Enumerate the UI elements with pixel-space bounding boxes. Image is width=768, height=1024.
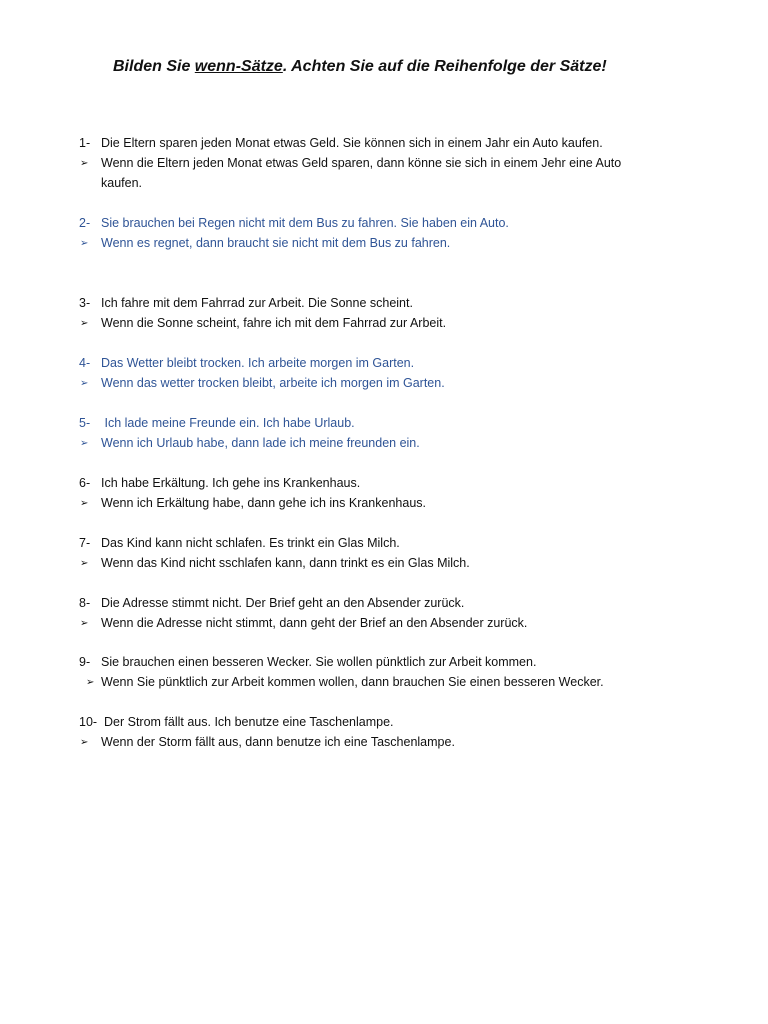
answer-text: Wenn ich Urlaub habe, dann lade ich meine freunden ein. [101,436,420,450]
prompt-line [79,712,679,732]
answer-text: Wenn die Sonne scheint, fahre ich mit dem Fahrrad zur Arbeit. [101,316,447,330]
arrow-bullet-icon: ➢ [80,737,89,748]
item-number: 8- [79,596,91,610]
item-number: 7- [79,536,91,550]
arrow-bullet-icon: ➢ [80,378,89,389]
arrow-bullet-icon: ➢ [80,558,89,569]
prompt-line [79,652,679,672]
arrow-bullet-icon: ➢ [80,618,89,629]
answer-line [79,493,679,513]
prompt-line [79,473,679,493]
answer-line [79,613,679,633]
answer-text: Wenn ich Erkältung habe, dann gehe ich ins Krankenhaus. [101,496,426,510]
item-number: 2- [79,216,91,230]
answer-text: Wenn die Adresse nicht stimmt, dann geht der Brief an den Absender zurück. [101,616,528,630]
prompt-text: Die Eltern sparen jeden Monat etwas Geld. Sie können sich in einem Jahr ein Auto kaufen. [101,136,603,150]
prompt-text: Ich habe Erkältung. Ich gehe ins Krankenhaus. [101,476,361,490]
answer-text: Wenn das wetter trocken bleibt, arbeite ich morgen im Garten. [101,376,445,390]
exercise-item-9 [79,652,679,692]
exercise-item-5 [79,413,679,453]
item-number: 6- [79,476,91,490]
answer-line [79,732,679,752]
answer-text: Wenn die Eltern jeden Monat etwas Geld sparen, dann könne sie sich in einem Jehr eine Auto kaufen. [101,156,622,190]
item-number: 1- [79,136,91,150]
prompt-text: Das Kind kann nicht schlafen. Es trinkt ein Glas Milch. [101,536,400,550]
answer-text: Wenn Sie pünktlich zur Arbeit kommen wollen, dann brauchen Sie einen besseren Wecker. [101,675,604,689]
answer-line [79,373,679,393]
prompt-text: Das Wetter bleibt trocken. Ich arbeite morgen im Garten. [101,356,415,370]
exercise-item-1 [79,133,679,193]
answer-line [79,153,641,193]
item-number: 9- [79,655,91,669]
exercise-item-4 [79,353,679,393]
prompt-line [79,413,679,433]
answer-line [79,553,679,573]
exercise-item-6 [79,473,679,513]
exercise-item-3 [79,293,679,333]
answer-line [79,313,679,333]
page-title [113,58,607,76]
arrow-bullet-icon: ➢ [80,158,89,169]
prompt-text: Sie brauchen bei Regen nicht mit dem Bus zu fahren. Sie haben ein Auto. [101,216,509,230]
answer-line [79,672,679,692]
arrow-bullet-icon: ➢ [80,438,89,449]
title-suffix: . Achten Sie auf die Reihenfolge der Sätze! [282,58,607,75]
answer-text: Wenn das Kind nicht sschlafen kann, dann trinkt es ein Glas Milch. [101,556,470,570]
prompt-line [79,353,679,373]
title-prefix: Bilden Sie [113,58,195,75]
exercise-item-8 [79,593,679,633]
prompt-line [79,293,679,313]
prompt-text: Die Adresse stimmt nicht. Der Brief geht an den Absender zurück. [101,596,465,610]
answer-line [79,433,679,453]
answer-text: Wenn der Storm fällt aus, dann benutze ich eine Taschenlampe. [101,735,455,749]
item-number: 4- [79,356,91,370]
exercise-item-7 [79,533,679,573]
exercise-item-2 [79,213,679,253]
prompt-text: Ich fahre mit dem Fahrrad zur Arbeit. Die Sonne scheint. [101,296,413,310]
arrow-bullet-icon: ➢ [80,498,89,509]
prompt-line [79,593,679,613]
title-underlined: wenn-Sätze [194,58,283,75]
prompt-text: Ich lade meine Freunde ein. Ich habe Urlaub. [101,416,355,430]
arrow-bullet-icon: ➢ [80,318,89,329]
exercise-item-10 [79,712,679,752]
item-number: 5- [79,416,91,430]
arrow-bullet-icon: ➢ [86,677,95,688]
prompt-line [79,533,679,553]
item-number: 3- [79,296,91,310]
answer-text: Wenn es regnet, dann braucht sie nicht mit dem Bus zu fahren. [101,236,451,250]
prompt-text: Der Strom fällt aus. Ich benutze eine Taschenlampe. [104,715,394,729]
prompt-text: Sie brauchen einen besseren Wecker. Sie wollen pünktlich zur Arbeit kommen. [101,655,537,669]
answer-line [79,233,679,253]
prompt-line [79,213,679,233]
prompt-line [79,133,679,153]
arrow-bullet-icon: ➢ [80,238,89,249]
item-number: 10- [79,715,98,729]
